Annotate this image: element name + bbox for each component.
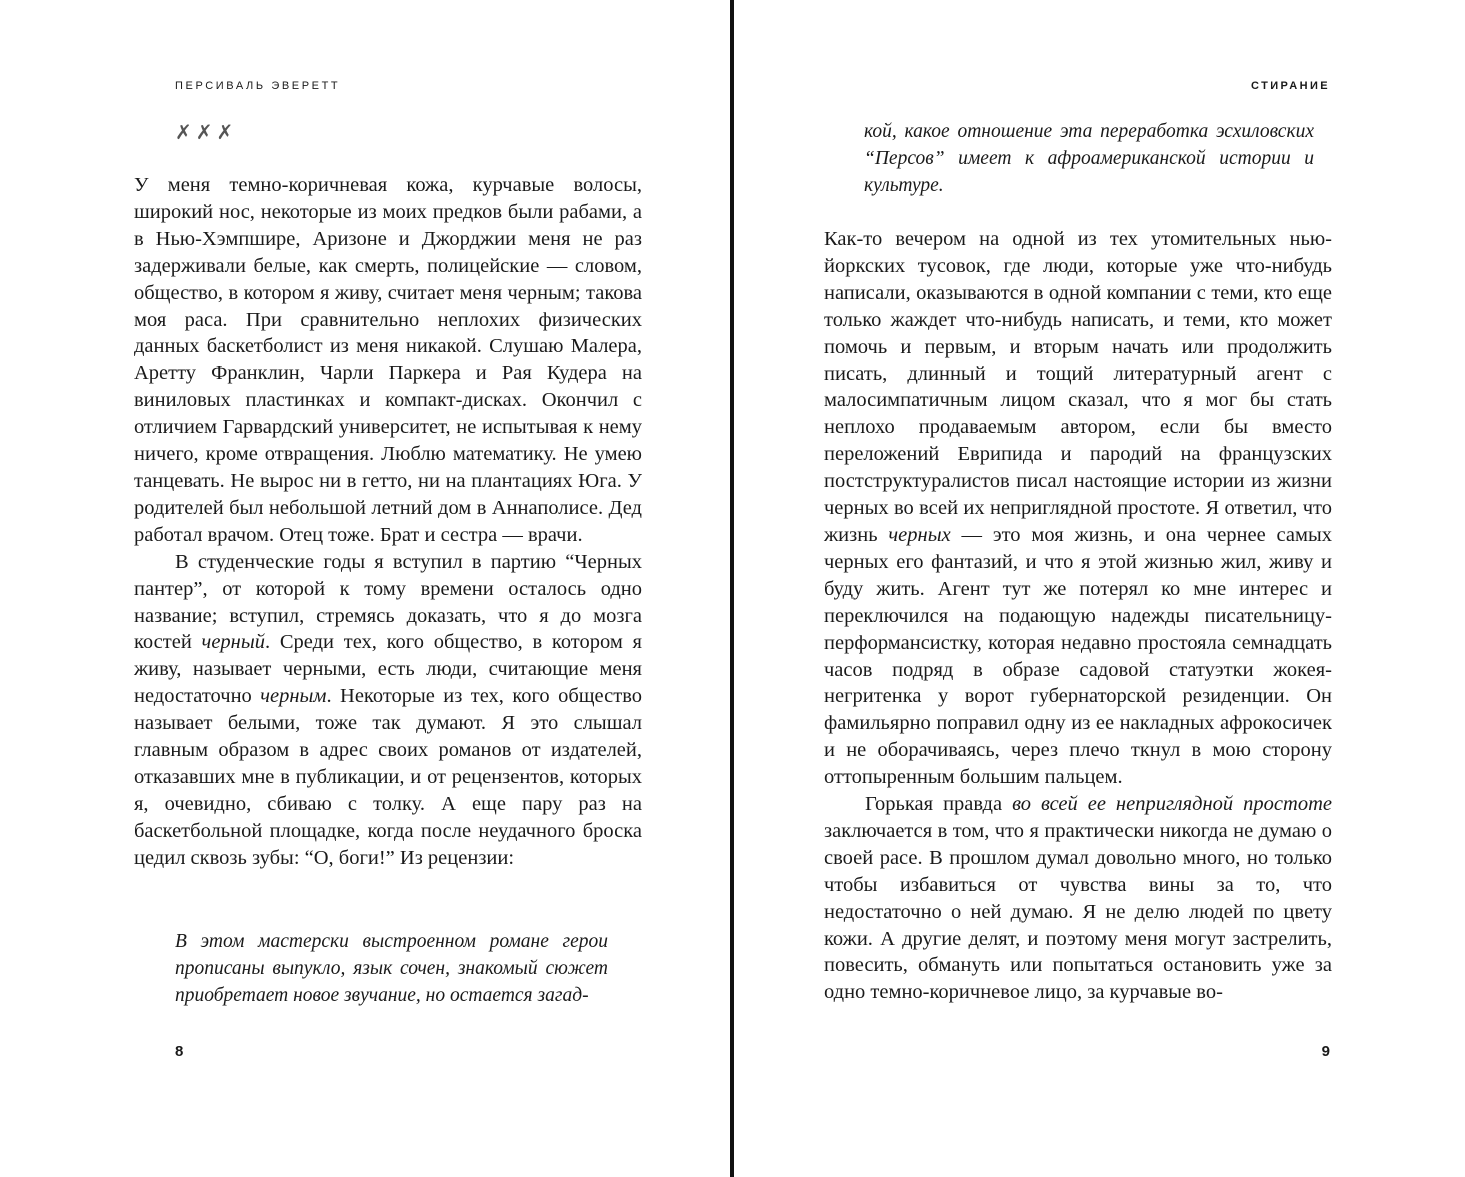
running-head-title: СТИРАНИЕ xyxy=(1251,80,1330,92)
left-page xyxy=(0,0,730,1177)
right-paragraph-1-part-2: — это моя жизнь, и она чернее самых черных его фантазий, и что я этой жизнью жил, живу и буду жить. Агент тут же потерял ко мне интерес и переключился на подающую надежды писательницу-перформансистку, которая недавно простояла семнадцать часов подряд в образе садовой статуэтки жокея-негритенка у ворот губернаторской резиденции. Он фамильярно поправил одну из ее накладных афрокосичек и не оборачиваясь, через плечо ткнул в мою сторону оттопыренным большим пальцем. xyxy=(824,523,1332,789)
running-head-author: ПЕРСИВАЛЬ ЭВЕРЕТТ xyxy=(175,80,341,92)
left-paragraph-2-part-2: . Среди тех, кого общество, в котором я живу, называет черными, есть люди, считающие меня недостаточно xyxy=(134,631,642,708)
left-paragraph-2 xyxy=(134,549,642,872)
left-body-text xyxy=(134,172,642,872)
left-paragraph-1: У меня темно-коричневая кожа, курчавые волосы, широкий нос, некоторые из моих предков были рабами, а в Нью-Хэмпшире, Аризоне и Джорджии меня не раз задерживали белые, как смерть, полицейские — словом, общество, в котором я живу, считает меня черным; такова моя раса. При сравнительно неплохих физических данных баскетболист из меня никакой. Слушаю Малера, Аретту Франклин, Чарли Паркера и Рая Кудера на виниловых пластинках и компакт-дисках. Окончил с отличием Гарвардский университет, не испытывая к нему ничего, кроме отвращения. Люблю математику. Не умею танцевать. Не вырос ни в гетто, ни на плантациях Юга. У родителей был небольшой летний дом в Аннаполисе. Дед работал врачом. Отец тоже. Брат и сестра — врачи. xyxy=(134,174,642,546)
right-paragraph-1-part-1: Как-то вечером на одной из тех утомительных нью-йоркских тусовок, где люди, которые уже что-нибудь написали, оказываются в одной компании с теми, кто еще только жаждет что-нибудь написать, и теми, кто может помочь и первым, и вторым начать или продолжить писать, длинный и тощий литературный агент с малосимпатичным лицом сказал, что я мог бы стать неплохо продаваемым автором, если бы вместо переложений Еврипида и пародий на французских постструктуралистов писал настоящие истории из жизни черных во всей их неприглядной простоте. Я ответил, что жизнь xyxy=(824,228,1332,546)
right-paragraph-2-part-1: Горькая правда xyxy=(865,793,1013,816)
right-paragraph-1 xyxy=(824,226,1332,791)
left-paragraph-2-part-3: . Некоторые из тех, кого общество называет белыми, тоже так думают. Я это слышал главным образом в адрес своих романов от издателей, отказавших мне в публикации, и от рецензентов, которых я, очевидно, сбиваю с толку. А еще пару раз на баскетбольной площадке, когда после неудачного броска цедил сквозь зубы: “О, боги!” Из рецензии: xyxy=(134,685,642,869)
right-body-text xyxy=(824,226,1332,1006)
left-paragraph-2-emphasis-2: черным xyxy=(260,685,327,708)
right-page xyxy=(734,0,1465,1177)
section-break-ornament: ✗✗✗ xyxy=(175,120,238,144)
right-paragraph-2 xyxy=(824,791,1332,1006)
right-paragraph-2-part-2: заключается в том, что я практически никогда не думаю о своей расе. В прошлом думал довольно много, но только чтобы избавиться от чувства вины за то, что недостаточно о ней думаю. Я не делю людей по цвету кожи. А другие делят, и поэтому меня могут застрелить, повесить, обмануть или попытаться остановить уже за одно темно-коричневое лицо, за курчавые во- xyxy=(824,819,1332,1004)
right-paragraph-2-emphasis-1: во всей ее неприглядной простоте xyxy=(1012,793,1332,816)
left-review-quote: В этом мастерски выстроенном романе герои прописаны выпукло, язык сочен, знакомый сюжет приобретает новое звучание, но остается загад- xyxy=(175,931,608,1006)
right-review-quote: кой, какое отношение эта переработка эсхиловских “Персов” имеет к афроамериканской истории и культуре. xyxy=(864,121,1314,196)
page-number-right: 9 xyxy=(1321,1043,1330,1060)
left-paragraph-2-emphasis-1: черный xyxy=(201,631,265,654)
left-paragraph-2-part-1: В студенческие годы я вступил в партию “Черных пантер”, от которой к тому времени осталось одно название; вступил, стремясь доказать, что я до мозга костей xyxy=(134,550,642,654)
right-paragraph-1-emphasis-1: черных xyxy=(888,523,951,546)
page-number-left: 8 xyxy=(175,1043,184,1060)
